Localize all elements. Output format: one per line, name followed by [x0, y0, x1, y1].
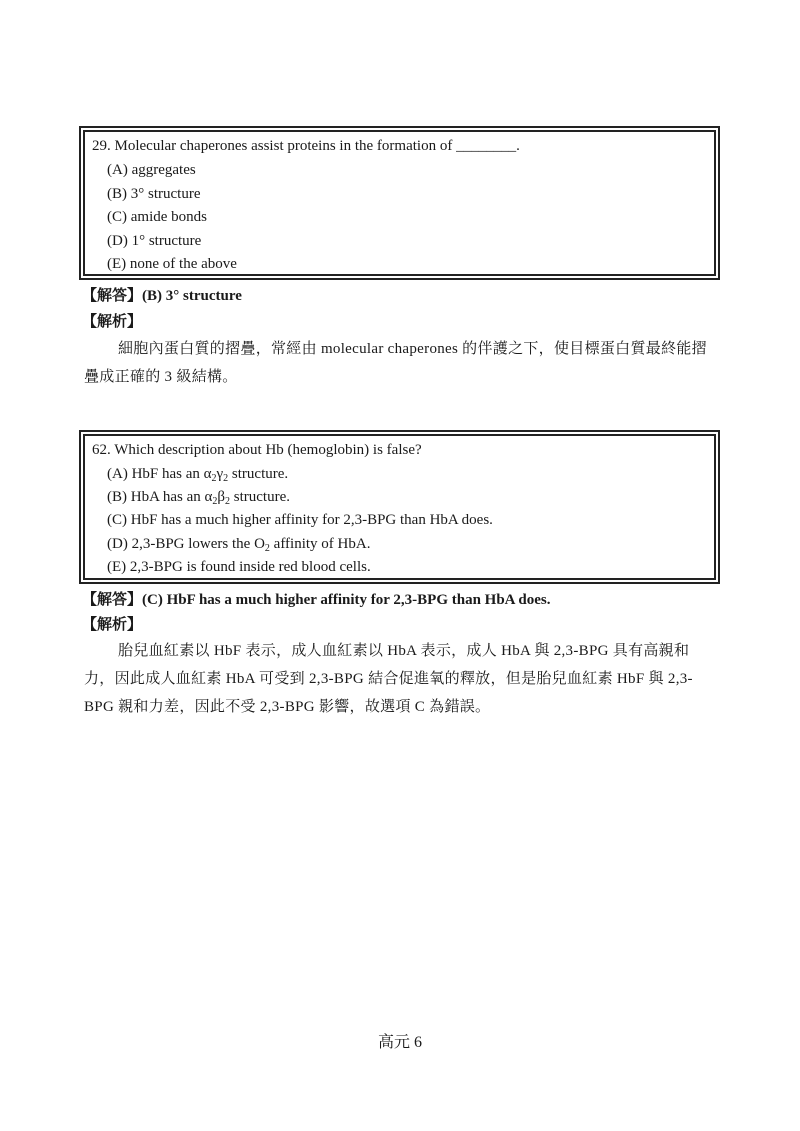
question-29-option-a: (A) aggregates [107, 162, 196, 178]
question-62-option-e: (E) 2,3-BPG is found inside red blood cells. [107, 558, 371, 575]
question-29-option-e: (E) none of the above [107, 256, 237, 272]
question-29-option-c: (C) amide bonds [107, 209, 207, 225]
question-62-option-a: (A) HbF has an $\alpha_2\gamma_2$ structure. [107, 466, 289, 484]
question-62-option-b: (B) HbA has an $\alpha_2\beta_2$ structure. [107, 489, 290, 508]
question-29-analysis-label: 【解析】 [82, 314, 143, 330]
page-footer: 高元 6 [377, 1034, 422, 1051]
question-62-analysis: 胎兒血紅素以 HbF 表示，成人血紅素以 HbA 表示，成人 HbA 與 2,3-BPG 具有高親和力，因此成人血紅素 HbA 可受到 2,3-BPG 結合促進氧的釋放，但是胎兒血紅素 HbF 與 2,3-BPG 親和力差，因此不受 2,3-BPG 影響，故選項 C 為錯誤。 [84, 643, 693, 715]
question-29-option-d: (D) 1° structure [107, 232, 202, 249]
answer-label: 【解答】 [82, 288, 143, 304]
answer-label: 【解答】 [82, 592, 143, 608]
question-29-option-b: (B) 3° structure [107, 185, 201, 202]
question-29-answer [82, 284, 242, 305]
question-62-answer [82, 588, 551, 609]
question-62-option-c: (C) HbF has a much higher affinity for 2,3-BPG than HbA does. [107, 512, 493, 529]
question-29-box [83, 130, 716, 276]
answer-text: (C) HbF has a much higher affinity for 2,3-BPG than HbA does. [142, 592, 551, 608]
question-62-option-d: (D) 2,3-BPG lowers the $O_2$ affinity of HbA. [107, 535, 371, 554]
question-29-analysis: 細胞內蛋白質的摺疊，常經由 molecular chaperones 的伴護之下，使目標蛋白質最終能摺疊成正確的 3 級結構。 [84, 341, 707, 385]
question-62-analysis-label: 【解析】 [82, 617, 143, 633]
question-62-stem: 62. Which description about Hb (hemoglobin) is false? [92, 442, 422, 458]
answer-text: (B) 3° structure [142, 288, 242, 304]
question-29-stem: 29. Molecular chaperones assist proteins in the formation of ________. [92, 138, 520, 154]
question-62-box [83, 434, 716, 580]
